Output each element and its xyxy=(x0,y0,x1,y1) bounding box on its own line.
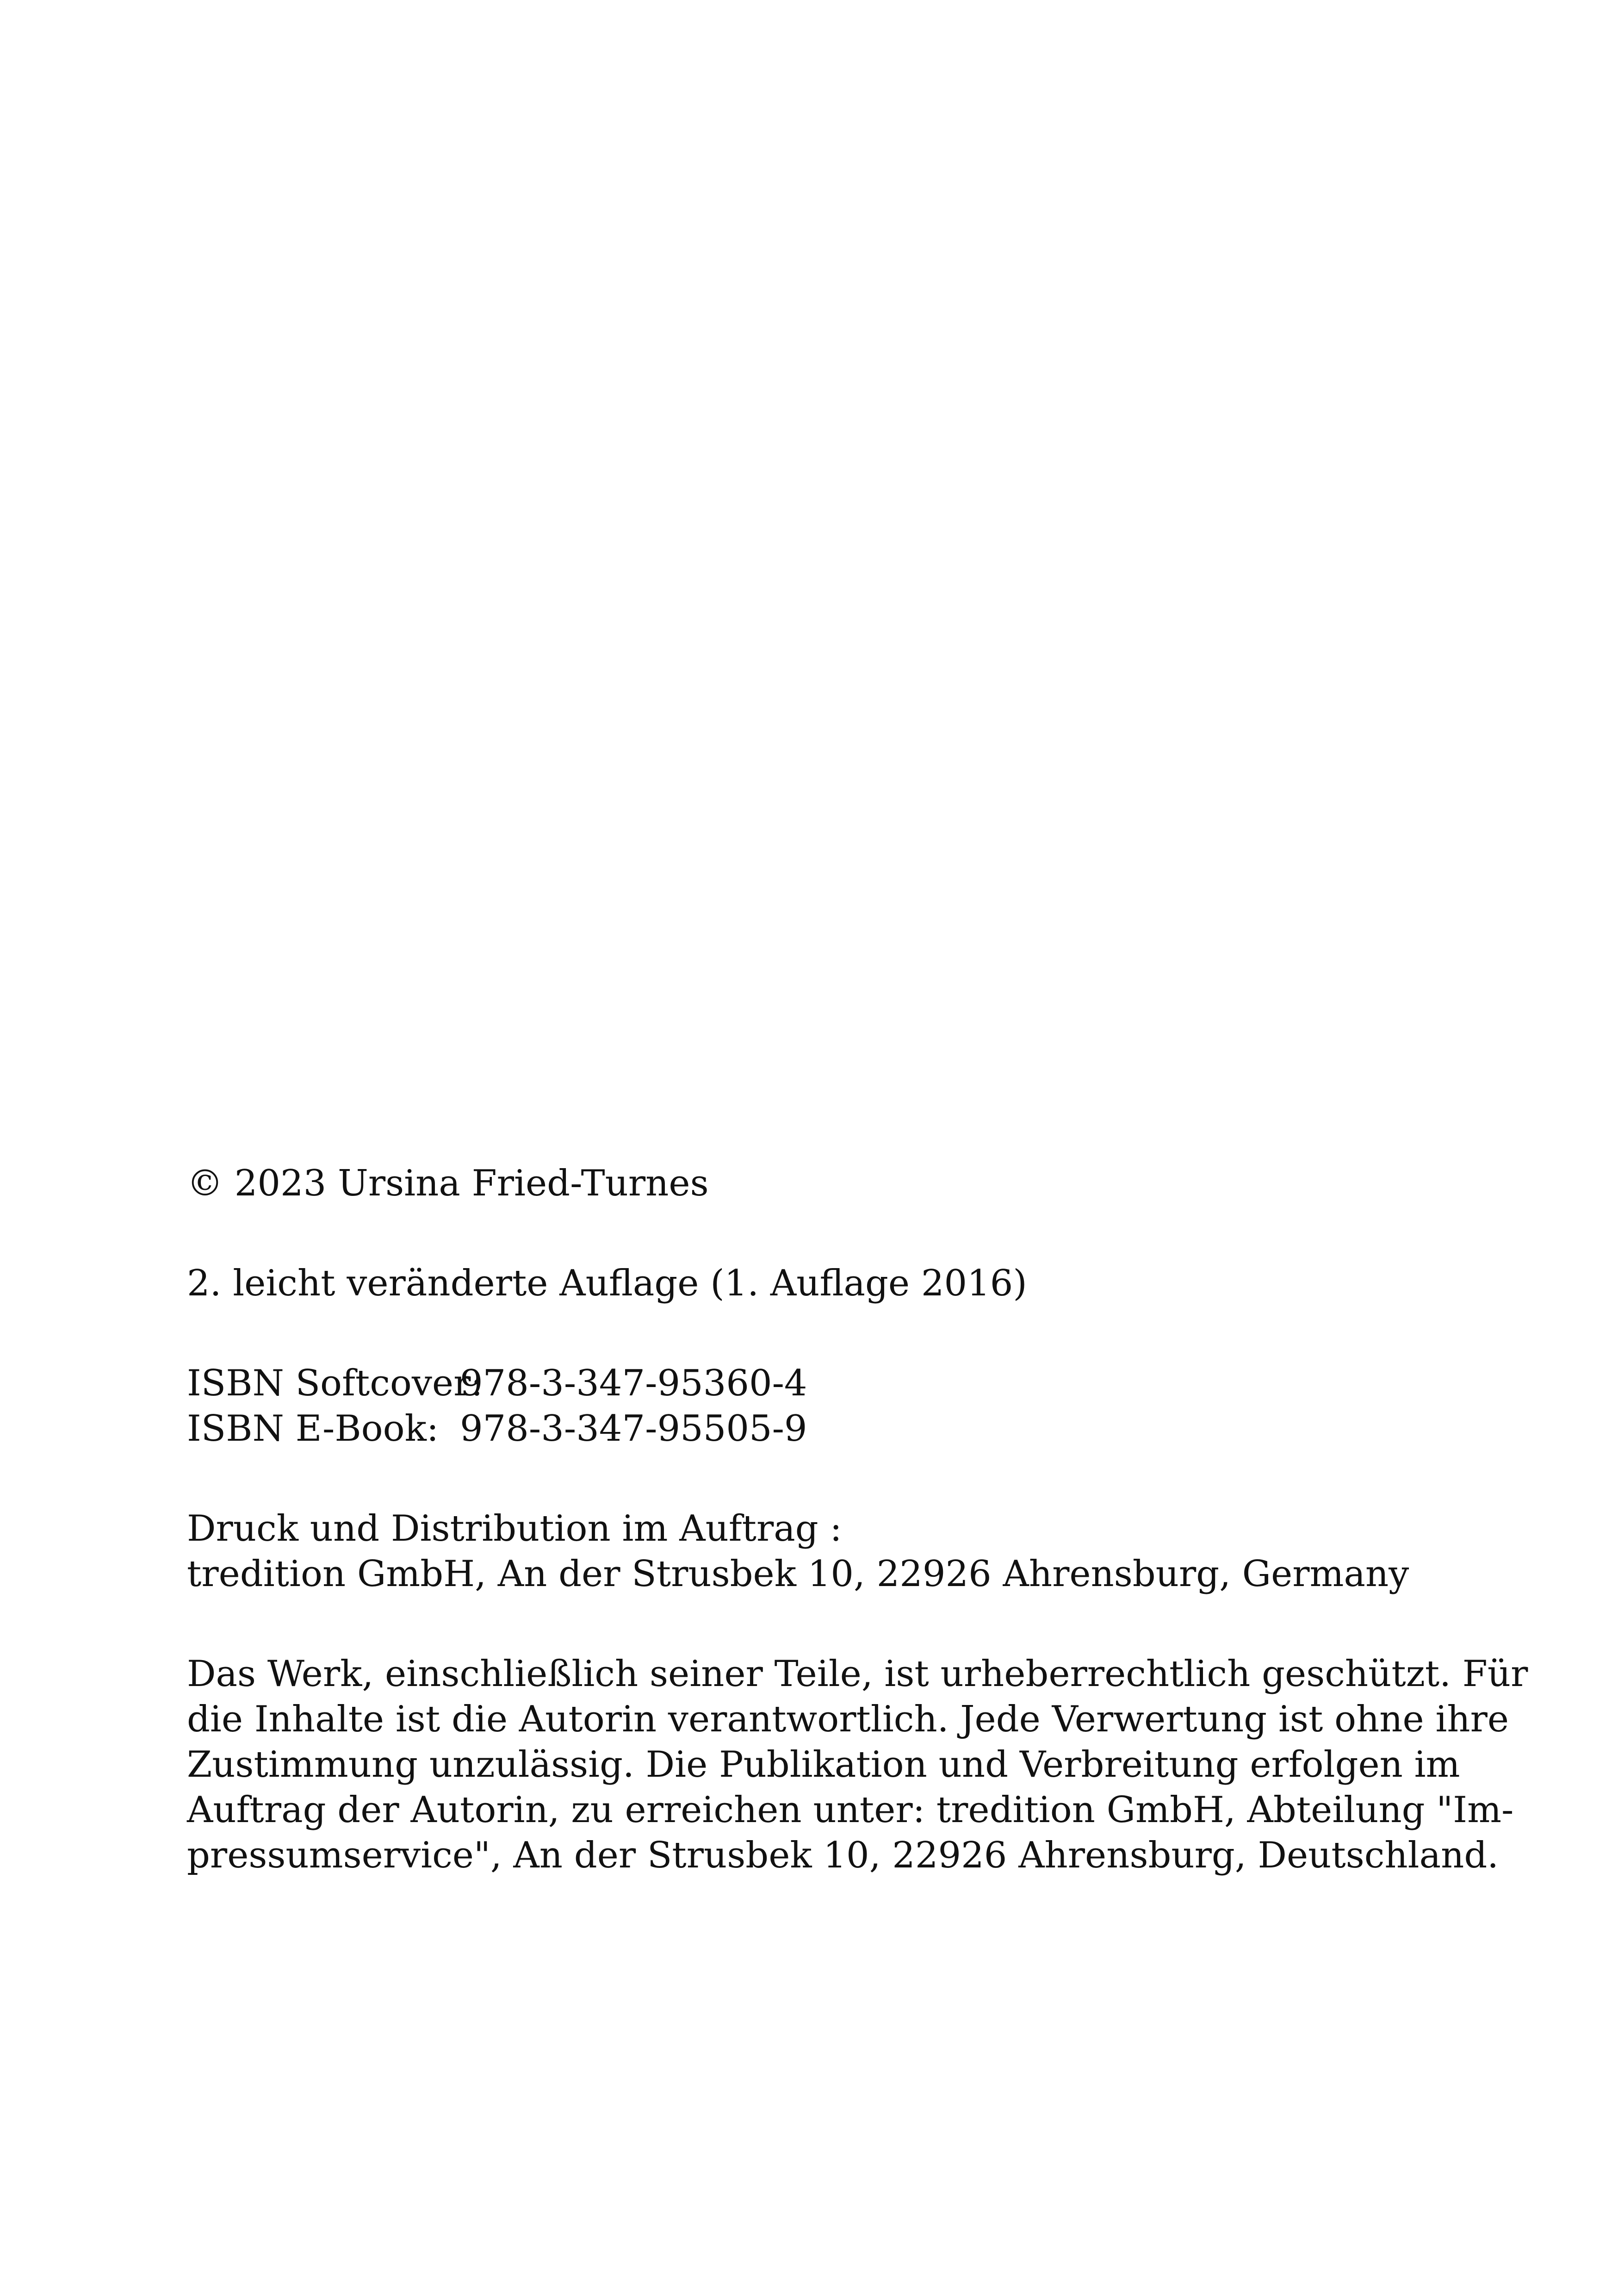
legal-line-5: pressumservice", An der Strusbek 10, 22926 Ahrensburg, Deutschland. xyxy=(187,1835,1499,1876)
legal-line-4: Auftrag der Autorin, zu erreichen unter: tredition GmbH, Abteilung "Im- xyxy=(187,1789,1514,1831)
distribution-notice xyxy=(187,1506,1436,1597)
distribution-line-1: Druck und Distribution im Auftrag : xyxy=(187,1508,842,1549)
isbn-ebook-row xyxy=(187,1406,1436,1451)
distribution-line-2: tredition GmbH, An der Strusbek 10, 22926 Ahrensburg, Germany xyxy=(187,1553,1409,1595)
legal-line-1: Das Werk, einschließlich seiner Teile, ist urheberrechtlich geschützt. Für xyxy=(187,1653,1528,1695)
edition-text: 2. leicht veränderte Auflage (1. Auflage 2016) xyxy=(187,1263,1027,1304)
legal-notice xyxy=(187,1651,1528,1878)
isbn-softcover-label: ISBN Softcover: xyxy=(187,1363,483,1404)
legal-line-2: die Inhalte ist die Autorin verantwortlich. Jede Verwertung ist ohne ihre xyxy=(187,1699,1509,1740)
isbn-list xyxy=(187,1361,1436,1451)
isbn-ebook-label: ISBN E-Book: xyxy=(187,1408,439,1450)
edition-notice xyxy=(187,1261,1436,1306)
imprint-block xyxy=(187,1161,1528,1878)
isbn-ebook-value: 978-3-347-95505-9 xyxy=(460,1408,807,1450)
legal-line-3: Zustimmung unzulässig. Die Publikation und Verbreitung erfolgen im xyxy=(187,1744,1460,1786)
copyright-notice xyxy=(187,1161,1436,1206)
isbn-softcover-row xyxy=(187,1361,1436,1406)
copyright-text: © 2023 Ursina Fried-Turnes xyxy=(187,1163,709,1204)
isbn-softcover-value: 978-3-347-95360-4 xyxy=(460,1363,807,1404)
